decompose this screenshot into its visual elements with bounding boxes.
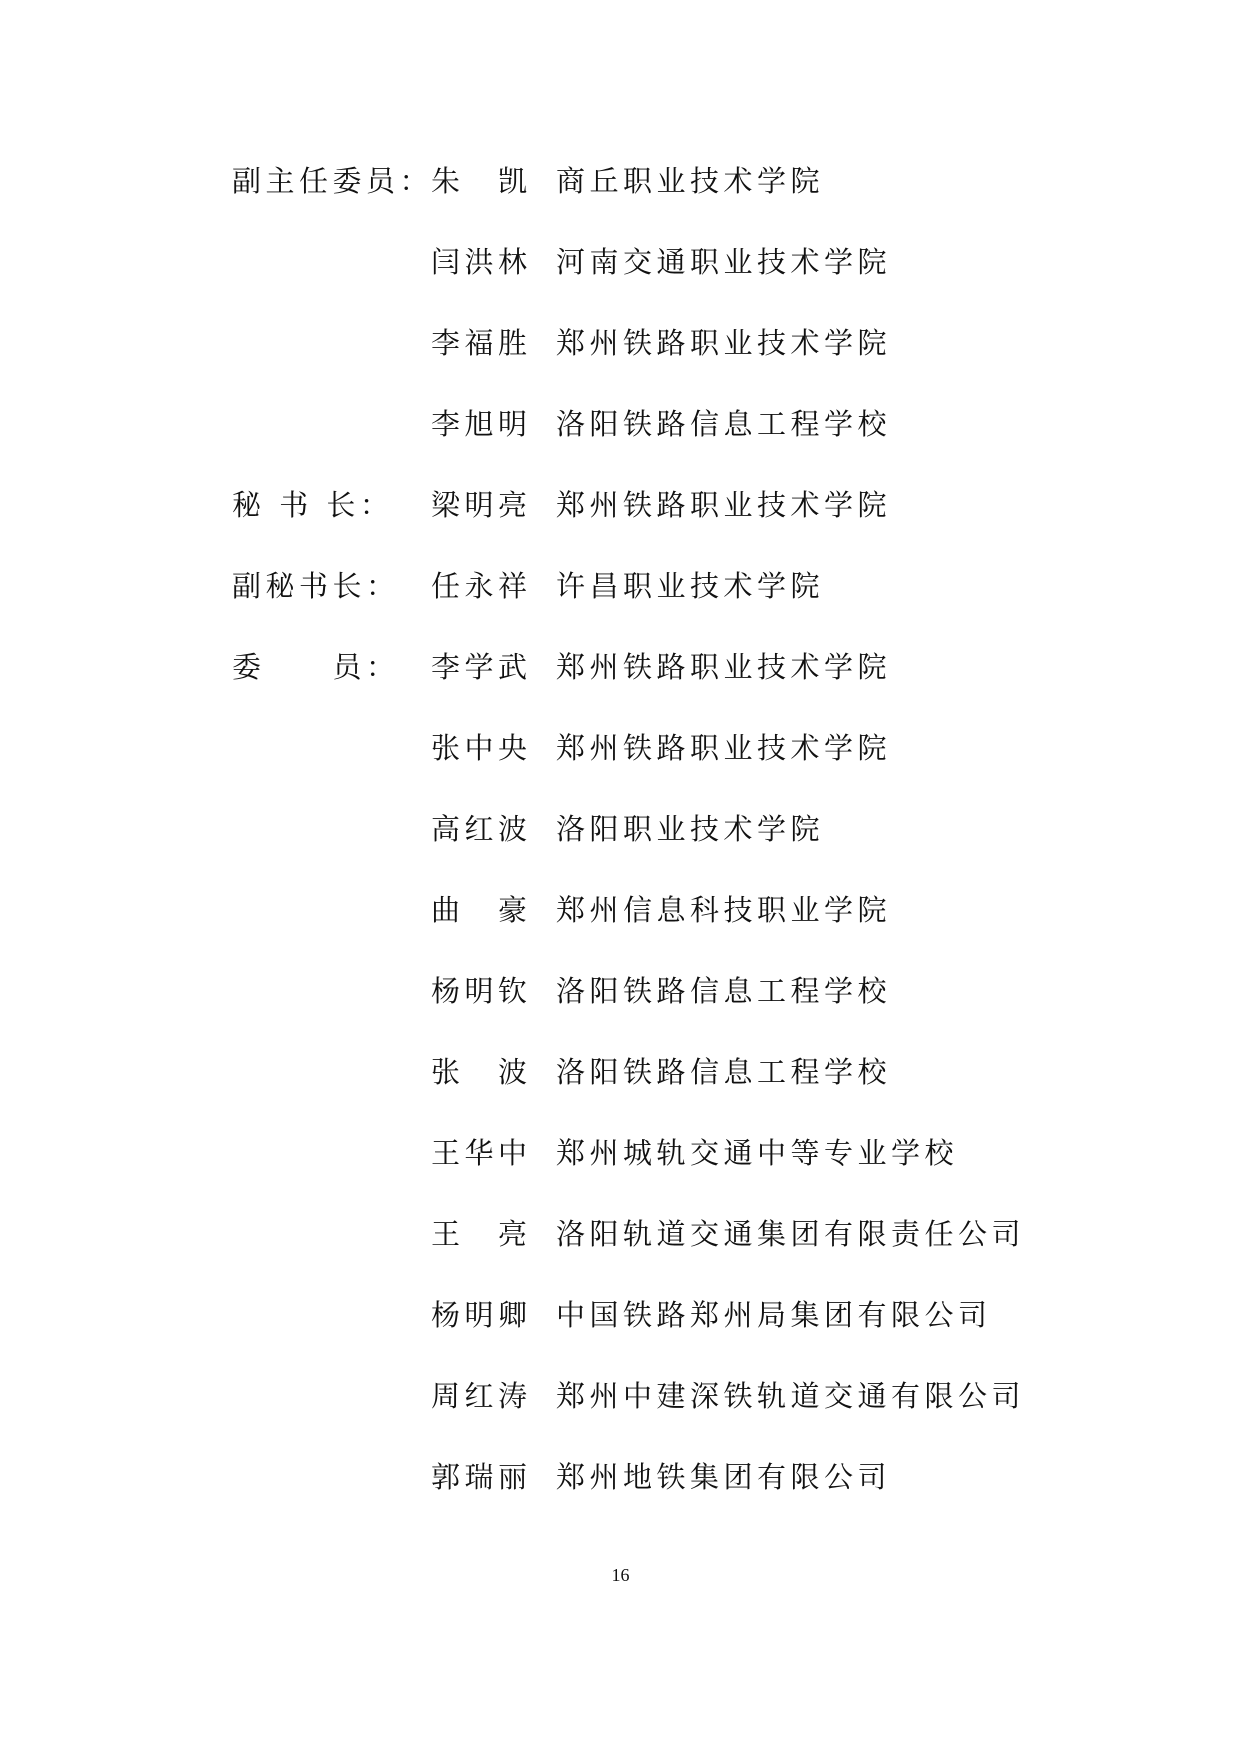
- member-name: 张 波: [431, 1055, 532, 1089]
- roster-row: [0, 242, 1241, 282]
- member-organization: 许昌职业技术学院: [556, 569, 825, 603]
- member-organization: 郑州铁路职业技术学院: [556, 326, 892, 360]
- page-number: 16: [611, 1565, 630, 1585]
- roster-row: [0, 809, 1241, 849]
- member-organization: 郑州铁路职业技术学院: [556, 488, 892, 522]
- roster-row: [0, 323, 1241, 363]
- member-organization: 郑州信息科技职业学院: [556, 893, 892, 927]
- roster-row: [0, 566, 1241, 606]
- roster-row: [0, 485, 1241, 525]
- member-organization: 洛阳铁路信息工程学校: [556, 1055, 892, 1089]
- roster-row: [0, 404, 1241, 444]
- roster-row: [0, 1214, 1241, 1254]
- member-name: 李学武: [431, 650, 532, 684]
- role-label: 委 员：: [232, 650, 400, 684]
- member-organization: 洛阳铁路信息工程学校: [556, 974, 892, 1008]
- member-name: 朱 凯: [431, 164, 532, 198]
- member-name: 任永祥: [431, 569, 532, 603]
- roster-row: [0, 1295, 1241, 1335]
- member-name: 李旭明: [431, 407, 532, 441]
- member-organization: 郑州城轨交通中等专业学校: [556, 1136, 959, 1170]
- member-name: 王 亮: [431, 1217, 532, 1251]
- roster-row: [0, 1457, 1241, 1497]
- roster-row: [0, 161, 1241, 201]
- member-organization: 商丘职业技术学院: [556, 164, 825, 198]
- member-name: 曲 豪: [431, 893, 532, 927]
- member-organization: 郑州铁路职业技术学院: [556, 731, 892, 765]
- member-name: 闫洪林: [431, 245, 532, 279]
- member-name: 梁明亮: [431, 488, 532, 522]
- member-name: 周红涛: [431, 1379, 532, 1413]
- roster-row: [0, 1376, 1241, 1416]
- member-name: 杨明钦: [431, 974, 532, 1008]
- member-name: 张中央: [431, 731, 532, 765]
- role-label: 副主任委员：: [232, 164, 434, 198]
- member-organization: 河南交通职业技术学院: [556, 245, 892, 279]
- member-organization: 洛阳职业技术学院: [556, 812, 825, 846]
- member-organization: 郑州地铁集团有限公司: [556, 1460, 892, 1494]
- member-name: 王华中: [431, 1136, 532, 1170]
- roster-row: [0, 728, 1241, 768]
- roster-row: [0, 890, 1241, 930]
- member-organization: 郑州中建深铁轨道交通有限公司: [556, 1379, 1026, 1413]
- role-label: 秘 书 长：: [232, 488, 394, 522]
- member-organization: 中国铁路郑州局集团有限公司: [556, 1298, 992, 1332]
- member-name: 高红波: [431, 812, 532, 846]
- roster-row: [0, 1052, 1241, 1092]
- member-name: 李福胜: [431, 326, 532, 360]
- roster-row: [0, 647, 1241, 687]
- roster-row: [0, 1133, 1241, 1173]
- roster-row: [0, 971, 1241, 1011]
- role-label: 副秘书长：: [232, 569, 400, 603]
- member-name: 郭瑞丽: [431, 1460, 532, 1494]
- member-organization: 洛阳轨道交通集团有限责任公司: [556, 1217, 1026, 1251]
- member-organization: 洛阳铁路信息工程学校: [556, 407, 892, 441]
- member-organization: 郑州铁路职业技术学院: [556, 650, 892, 684]
- member-name: 杨明卿: [431, 1298, 532, 1332]
